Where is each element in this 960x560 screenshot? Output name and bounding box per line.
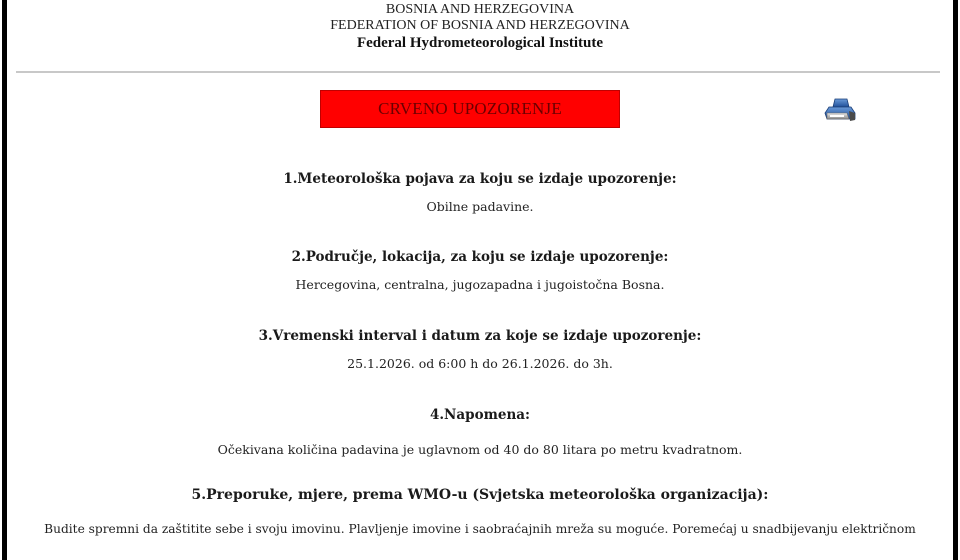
printer-icon[interactable] (823, 97, 857, 123)
section-note (0, 406, 960, 459)
red-warning-banner: CRVENO UPOZORENJE (320, 90, 620, 128)
section-time-interval (0, 327, 960, 373)
section-heading: 4.Napomena: (429, 407, 531, 423)
section-body: 25.1.2026. od 6:00 h do 26.1.2026. do 3h. (347, 356, 613, 371)
section-body: Hercegovina, centralna, jugozapadna i jugoistočna Bosna. (295, 277, 665, 292)
section-heading: 3.Vremenski interval i datum za koje se izdaje upozorenje: (258, 328, 702, 344)
section-phenomenon (0, 170, 960, 216)
section-recommendations (0, 486, 960, 538)
section-heading: 5.Preporuke, mjere, prema WMO-u (Svjetska meteorološka organizacija): (191, 487, 769, 503)
country-title: BOSNIA AND HERZEGOVINA (385, 2, 575, 17)
section-body: Obilne padavine. (426, 199, 534, 214)
section-heading: 2.Područje, lokacija, za koju se izdaje upozorenje: (291, 249, 669, 265)
section-body: Budite spremni da zaštitite sebe i svoju imovinu. Plavljenje imovine i saobraćajnih mreža su moguće. Poremećaj u snadbijevanju električnom (44, 522, 916, 536)
section-body: Očekivana količina padavina je uglavnom od 40 do 80 litara po metru kvadratnom. (217, 442, 743, 457)
section-heading: 1.Meteorološka pojava za koju se izdaje upozorenje: (283, 171, 677, 187)
section-area (0, 248, 960, 294)
institute-title: Federal Hydrometeorological Institute (356, 35, 604, 51)
header-separator (16, 71, 940, 73)
page-header (0, 2, 960, 52)
federation-title: FEDERATION OF BOSNIA AND HERZEGOVINA (330, 18, 630, 33)
